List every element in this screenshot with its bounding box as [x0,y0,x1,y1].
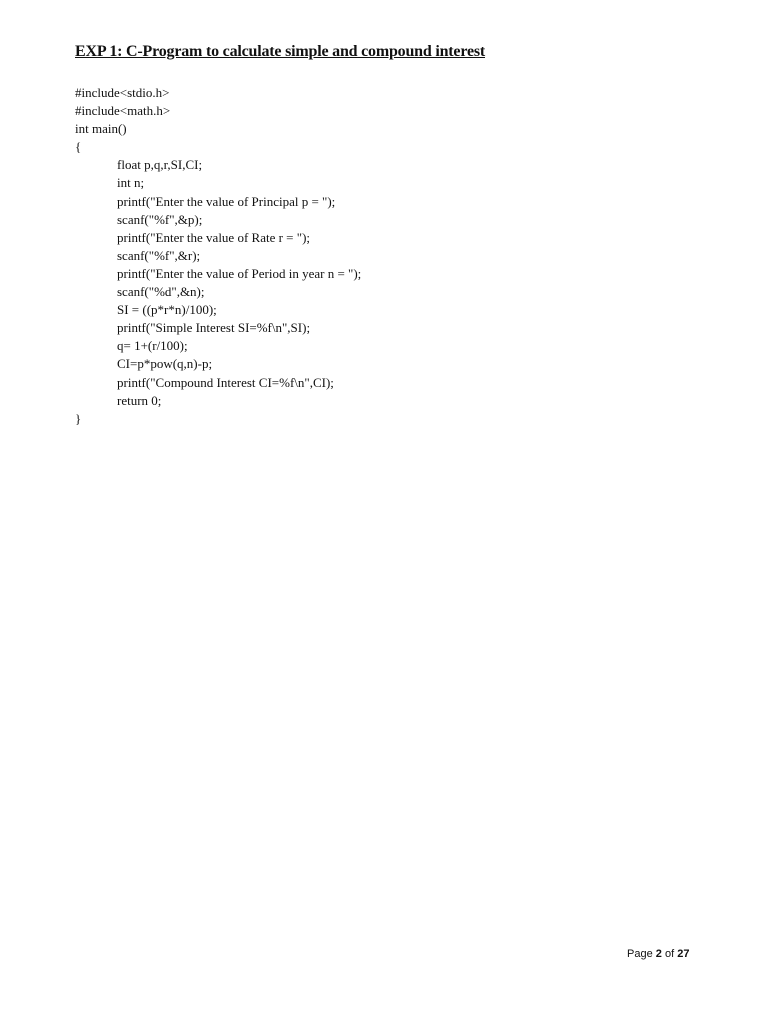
code-line: #include<stdio.h> [75,85,170,100]
code-block [75,84,361,428]
code-line: int n; [117,175,145,191]
code-line: SI = ((p*r*n)/100); [117,302,217,318]
code-line: printf("Enter the value of Rate r = "); [117,229,311,245]
code-line: q= 1+(r/100); [117,338,188,354]
code-line: float p,q,r,SI,CI; [117,157,203,173]
code-line: printf("Compound Interest CI=%f\n",CI); [117,374,334,390]
current-page-number: 2 [655,948,662,960]
code-line: #include<math.h> [75,103,171,119]
code-line: scanf("%d",&n); [117,284,205,300]
page-title: EXP 1: C-Program to calculate simple and compound interest [75,43,486,60]
code-line: return 0; [117,392,162,408]
code-line: scanf("%f",&p); [117,211,203,227]
code-line: scanf("%f",&r); [117,247,201,263]
code-line: printf("Enter the value of Principal p = "); [117,193,336,209]
total-pages-number: 27 [677,948,690,960]
page-word: Page [627,948,653,960]
code-line: } [75,410,82,426]
page-footer [627,948,689,960]
code-line: CI=p*pow(q,n)-p; [117,356,213,372]
code-line: printf("Simple Interest SI=%f\n",SI); [117,320,311,336]
code-line: printf("Enter the value of Period in year n = "); [117,265,362,281]
of-word: of [664,948,675,960]
code-line: int main() [75,121,127,137]
code-line: { [75,139,82,155]
